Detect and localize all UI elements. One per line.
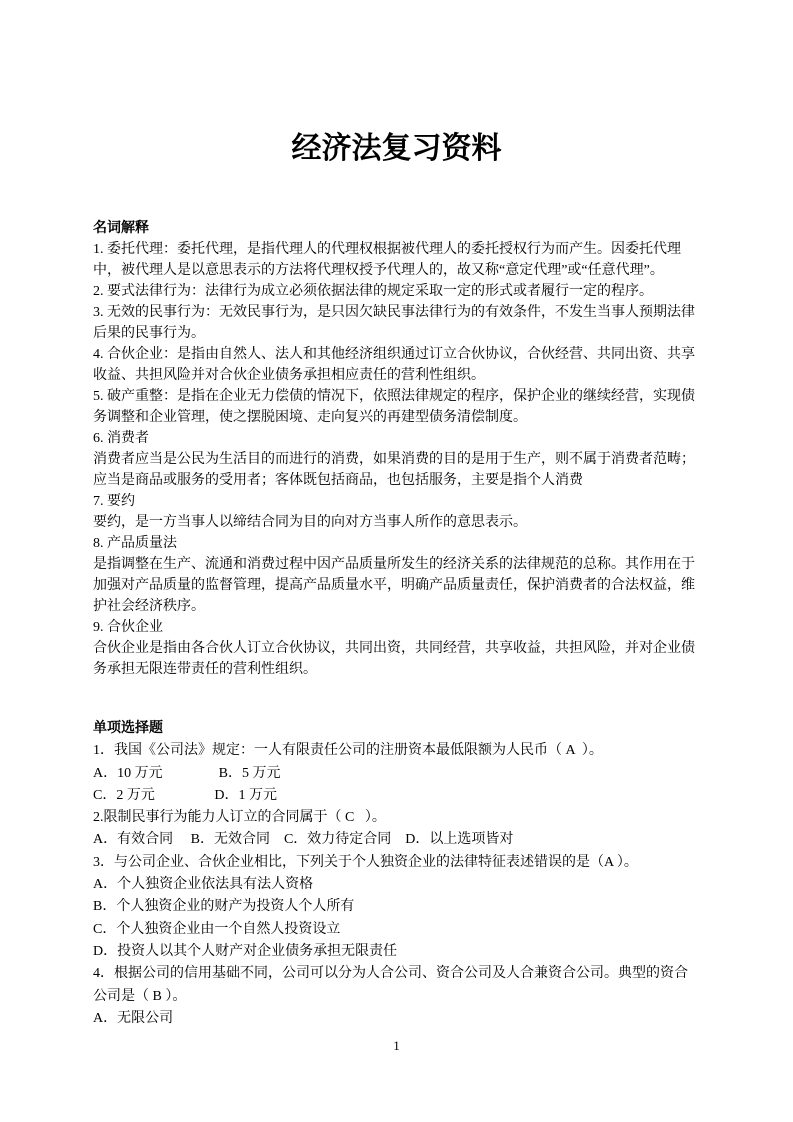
option-row: A．10 万元 B．5 万元 [93,765,281,781]
option-row: B．个人独资企业的财产为投资人个人所有 [93,899,355,915]
question-text: 4．根据公司的信用基础不同，公司可以分为人合公司、资合公司及人合兼资合公司。典型的资合公司是（ B ）。 [93,966,688,1004]
question-text: 2.限制民事行为能力人订立的合同属于（ C ）。 [93,810,386,826]
section-definitions [93,218,700,680]
definition-term: 8. 产品质量法 [93,536,177,551]
question-text: 3．与公司企业、合伙企业相比，下列关于个人独资企业的法律特征表述错误的是（A ）。 [93,854,638,870]
definition-paragraph: 要约，是一方当事人以缔结合同为目的向对方当事人所作的意思表示。 [93,515,527,530]
option-row: D．投资人以其个人财产对企业债务承担无限责任 [93,943,398,959]
definition-paragraph: 5. 破产重整：是指在企业无力偿债的情况下，依照法律规定的程序，保护企业的继续经营，实现债务调整和企业管理，使之摆脱困境、走向复兴的再建型债务清偿制度。 [93,389,695,425]
question-text: 1．我国《公司法》规定：一人有限责任公司的注册资本最低限额为人民币（ A ）。 [93,743,603,759]
definition-paragraph: 4. 合伙企业：是指由自然人、法人和其他经济组织通过订立合伙协议，合伙经营、共同出资、共享收益、共担风险并对合伙企业债务承担相应责任的营利性组织。 [93,347,695,383]
definition-paragraph: 消费者应当是公民为生活目的而进行的消费，如果消费的目的是用于生产，则不属于消费者范畴；应当是商品或服务的受用者；客体既包括商品，也包括服务，主要是指个人消费 [93,452,695,488]
option-row: A．无限公司 [93,1010,174,1026]
definition-term: 7. 要约 [93,494,135,509]
document-title: 经济法复习资料 [291,132,502,165]
definition-term: 6. 消费者 [93,431,149,446]
section-heading-multiple-choice: 单项选择题 [93,721,163,736]
option-row: C．个人独资企业由一个自然人投资设立 [93,921,341,937]
option-row: A．个人独资企业依法具有法人资格 [93,877,314,893]
section-multiple-choice [93,718,700,1030]
option-row: C．2 万元 D．1 万元 [93,787,277,803]
section-gap [93,680,700,718]
definition-paragraph: 合伙企业是指由各合伙人订立合伙协议，共同出资，共同经营，共享收益，共担风险，并对企业债务承担无限连带责任的营利性组织。 [93,641,695,677]
section-heading-definitions: 名词解释 [93,221,149,236]
page-number: 1 [393,1038,400,1053]
option-row: A．有效合同 B．无效合同 C．效力待定合同 D．以上选项皆对 [93,832,514,848]
definition-paragraph: 1. 委托代理：委托代理，是指代理人的代理权根据被代理人的委托授权行为而产生。因委托代理中，被代理人是以意思表示的方法将代理权授予代理人的，故又称“意定代理”或“任意代理”。 [93,242,681,278]
definition-paragraph: 是指调整在生产、流通和消费过程中因产品质量所发生的经济关系的法律规范的总称。其作用在于加强对产品质量的监督管理，提高产品质量水平，明确产品质量责任，保护消费者的合法权益，维护社会经济秩序。 [93,557,695,614]
definition-paragraph: 2. 要式法律行为：法律行为成立必须依据法律的规定采取一定的形式或者履行一定的程序。 [93,284,653,299]
definition-term: 9. 合伙企业 [93,620,163,635]
definition-paragraph: 3. 无效的民事行为：无效民事行为，是只因欠缺民事法律行为的有效条件，不发生当事人预期法律后果的民事行为。 [93,305,695,341]
